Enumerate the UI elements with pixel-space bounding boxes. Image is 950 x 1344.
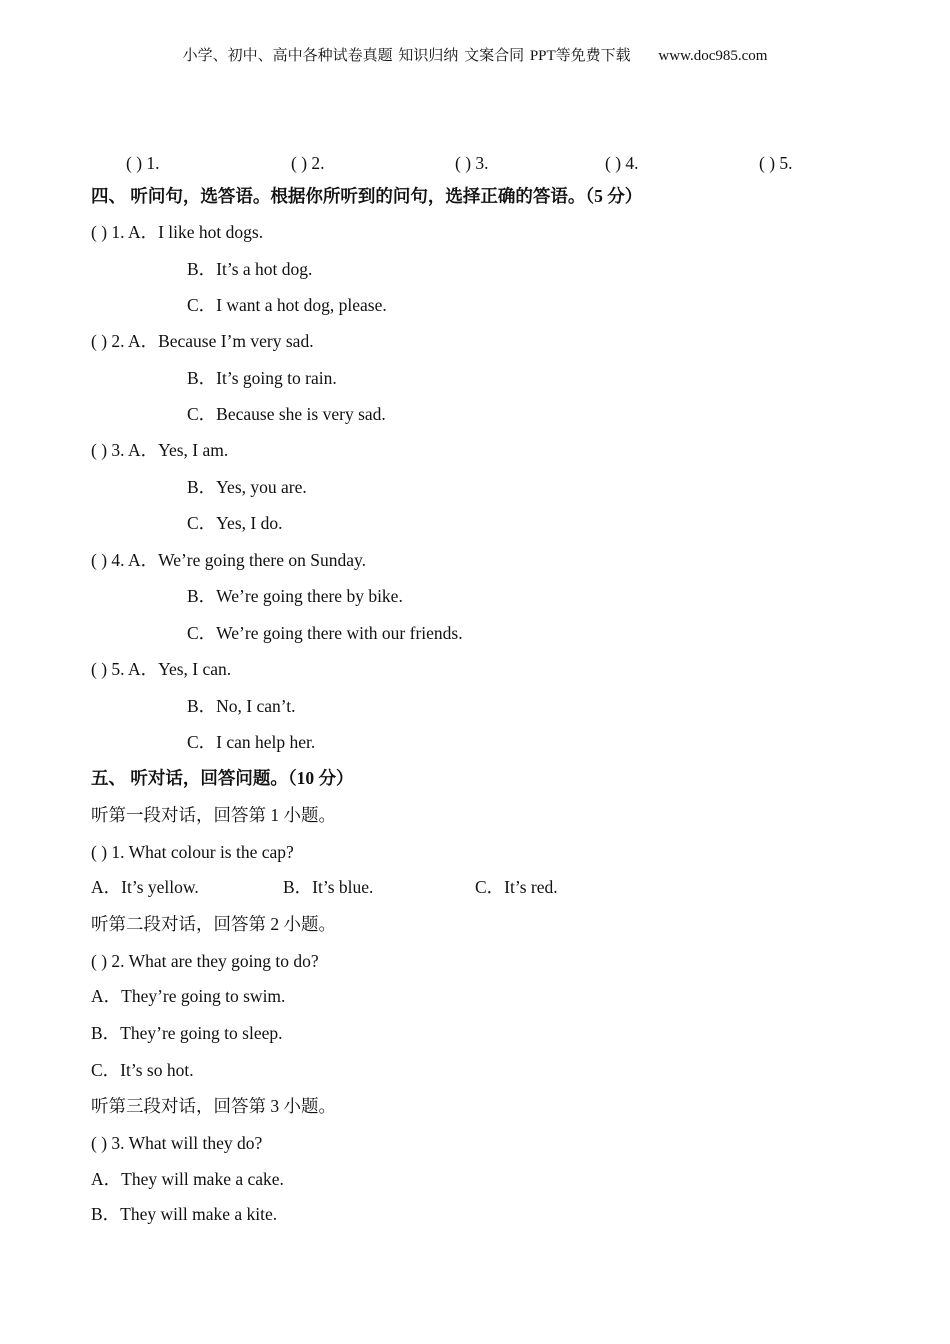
s4-q2-option-c: C．Because she is very sad. [187, 404, 386, 424]
answer-blank-1: ( ) 1. [126, 153, 160, 173]
s4-q5-head: ( ) 5. A．Yes, I can. [91, 659, 232, 679]
page-header [0, 46, 950, 66]
s5-d2-option-c: C．It’s so hot. [91, 1060, 194, 1080]
section-4-title: 四、 听问句，选答语。根据你所听到的问句，选择正确的答语。（5 分） [91, 186, 643, 206]
s5-d2-option-a: A．They’re going to swim. [91, 986, 286, 1006]
s4-q3-option-c: C．Yes, I do. [187, 513, 283, 533]
s5-d1-option-a: A．It’s yellow. [91, 877, 199, 897]
s5-d3-question: ( ) 3. What will they do? [91, 1133, 263, 1153]
s5-d1-intro: 听第一段对话，回答第 1 小题。 [91, 805, 336, 825]
s4-q2-head: ( ) 2. A．Because I’m very sad. [91, 331, 314, 351]
s4-q1-option-c: C．I want a hot dog, please. [187, 295, 387, 315]
s4-q2-option-b: B．It’s going to rain. [187, 368, 337, 388]
s4-q3-head: ( ) 3. A．Yes, I am. [91, 440, 229, 460]
s5-d2-option-b: B．They’re going to sleep. [91, 1023, 283, 1043]
s5-d2-intro: 听第二段对话，回答第 2 小题。 [91, 914, 336, 934]
s5-d1-question: ( ) 1. What colour is the cap? [91, 842, 294, 862]
s4-q1-head: ( ) 1. A．I like hot dogs. [91, 222, 264, 242]
s5-d1-option-c: C．It’s red. [475, 877, 558, 897]
s4-q4-option-b: B．We’re going there by bike. [187, 586, 403, 606]
answer-blank-3: ( ) 3. [455, 153, 489, 173]
header-url: www.doc985.com [658, 48, 768, 64]
s5-d1-option-b: B．It’s blue. [283, 877, 374, 897]
s4-q3-option-b: B．Yes, you are. [187, 477, 307, 497]
s4-q5-option-c: C．I can help her. [187, 732, 316, 752]
s5-d3-option-b: B．They will make a kite. [91, 1204, 278, 1224]
section-5-title: 五、 听对话，回答问题。（10 分） [91, 768, 354, 788]
s4-q4-option-c: C．We’re going there with our friends. [187, 623, 463, 643]
s5-d2-question: ( ) 2. What are they going to do? [91, 951, 319, 971]
s5-d3-option-a: A．They will make a cake. [91, 1169, 284, 1189]
answer-blank-4: ( ) 4. [605, 153, 639, 173]
s4-q4-head: ( ) 4. A．We’re going there on Sunday. [91, 550, 366, 570]
answer-blank-2: ( ) 2. [291, 153, 325, 173]
s4-q1-option-b: B．It’s a hot dog. [187, 259, 313, 279]
s4-q5-option-b: B．No, I can’t. [187, 696, 296, 716]
s5-d3-intro: 听第三段对话，回答第 3 小题。 [91, 1096, 336, 1116]
answer-blank-5: ( ) 5. [759, 153, 793, 173]
header-text: 小学、初中、高中各种试卷真题 知识归纳 文案合同 PPT等免费下载 [182, 48, 631, 64]
